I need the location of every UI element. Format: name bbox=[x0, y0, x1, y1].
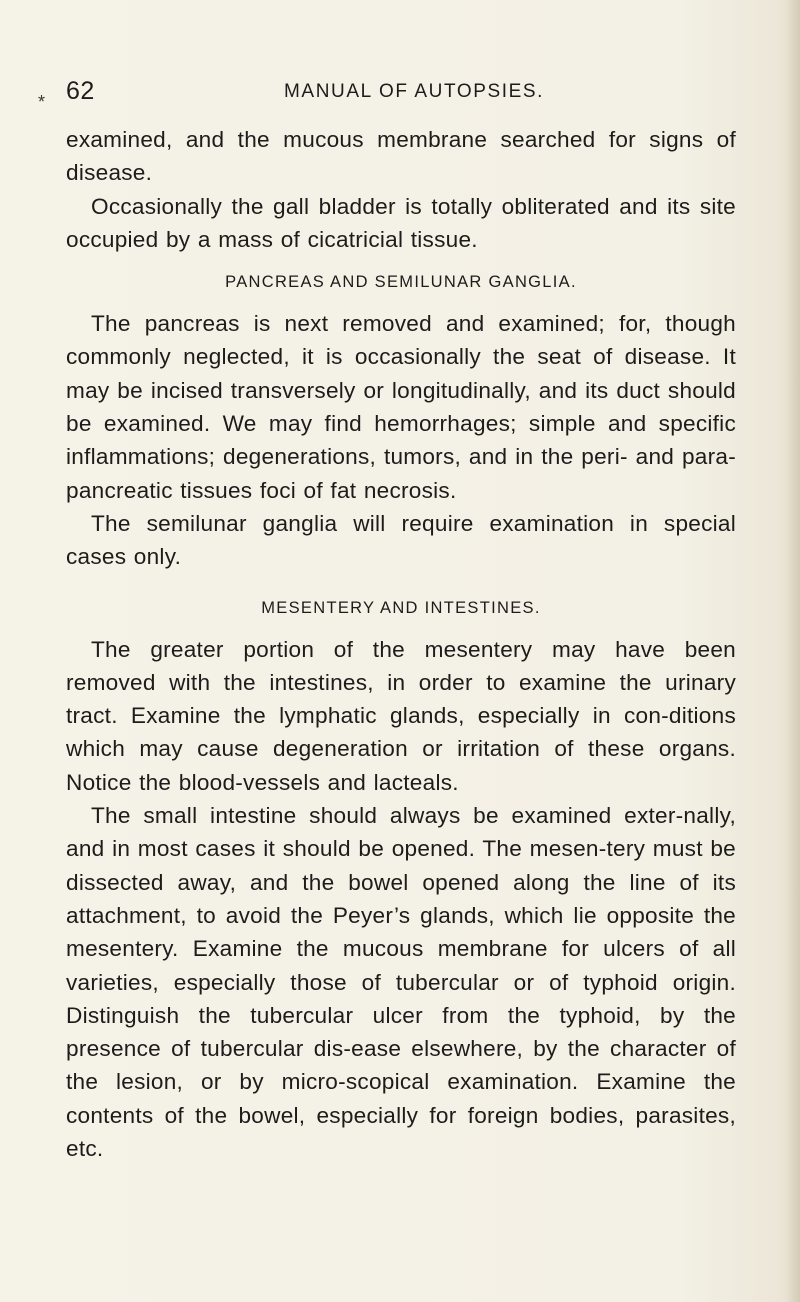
running-title: MANUAL OF AUTOPSIES. bbox=[284, 81, 545, 102]
page-number: 62 bbox=[66, 77, 95, 105]
paragraph-small-intestine: The small intestine should always be examined exter-nally, and in most cases it should be opened. The mesen-tery must be dissected away, and the bowel opened along the line of its attachment, to avoid the Peyer’s glands, which lie opposite the mesentery. Examine the mucous membrane for ulcers of all varieties, especially those of tubercular or of typhoid origin. Distinguish the tubercular ulcer from the typhoid, by the presence of tubercular dis-ease elsewhere, by the character of the lesion, or by micro-scopical examination. Examine the contents of the bowel, especially for foreign bodies, parasites, etc. bbox=[66, 803, 736, 1162]
paragraph-gall-bladder: Occasionally the gall bladder is totally obliterated and its site occupied by a mass of cicatricial tissue. bbox=[66, 193, 736, 252]
body-text bbox=[66, 123, 736, 1165]
paragraph-mesentery: The greater portion of the mesentery may have been removed with the intestines, in order to examine the urinary tract. Examine the lymphatic glands, especially in con-ditions which may cause degeneration or irritation of these organs. Notice the blood-vessels and lacteals. bbox=[66, 636, 736, 795]
margin-mark: * bbox=[38, 92, 46, 112]
paragraph-continuation: examined, and the mucous membrane searched for signs of disease. bbox=[66, 127, 736, 186]
paragraph-semilunar-ganglia: The semilunar ganglia will require examination in special cases only. bbox=[66, 510, 736, 570]
paragraph-pancreas: The pancreas is next removed and examined; for, though commonly neglected, it is occasionally the seat of disease. It may be incised transversely or longitudinally, and its duct should be examined. We may find hemorrhages; simple and specific inflammations; degenerations, tumors, and in the peri- and para-pancreatic tissues foci of fat necrosis. bbox=[66, 311, 736, 503]
running-head bbox=[66, 76, 736, 112]
page-edge-shading bbox=[786, 0, 800, 1302]
section-heading-mesentery: MESENTERY AND INTESTINES. bbox=[261, 598, 541, 617]
section-heading-pancreas: PANCREAS AND SEMILUNAR GANGLIA. bbox=[225, 273, 577, 292]
